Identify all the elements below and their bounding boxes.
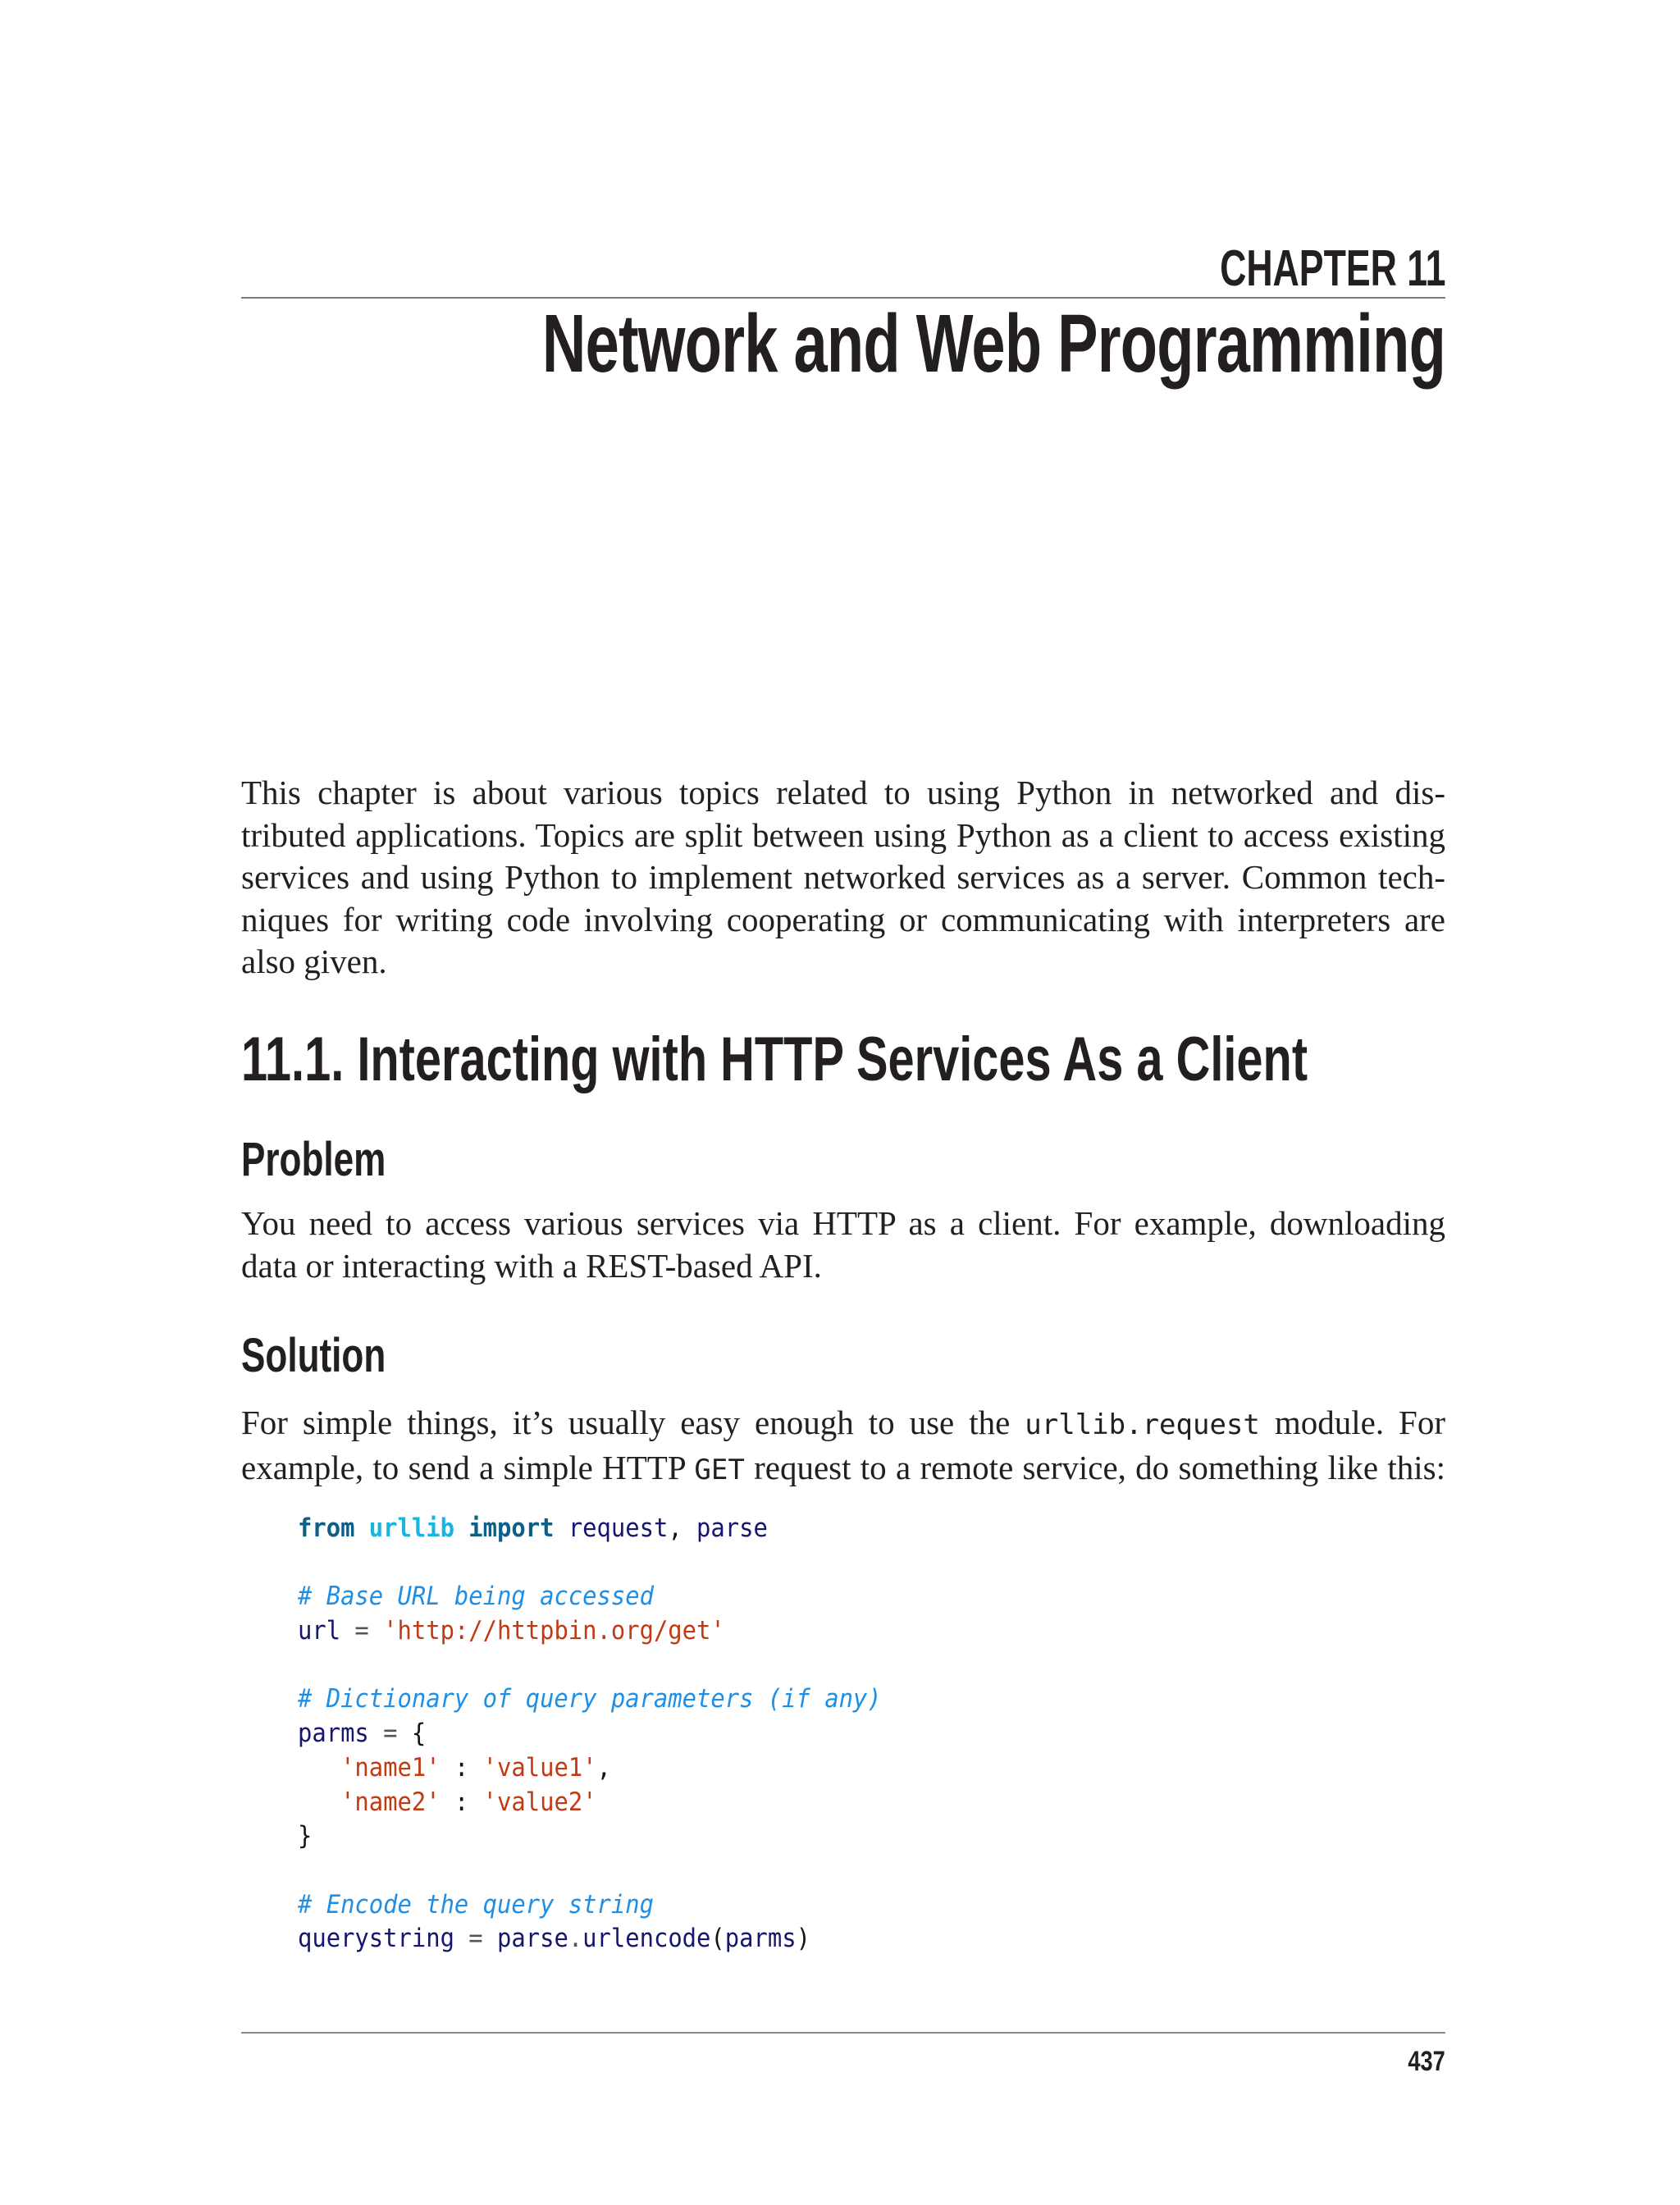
code-token: ( bbox=[710, 1924, 725, 1954]
code-token: ) bbox=[796, 1924, 810, 1954]
solution-paragraph bbox=[241, 1400, 1445, 1491]
problem-paragraph bbox=[241, 1203, 1445, 1287]
code-token: , bbox=[668, 1513, 697, 1543]
text-run: For simple things, it’s usually easy enough to use the bbox=[241, 1404, 1025, 1441]
code-token: url bbox=[298, 1616, 341, 1646]
code-line bbox=[298, 1614, 882, 1649]
code-line bbox=[298, 1819, 882, 1854]
text-line bbox=[241, 1445, 1445, 1491]
code-token: , bbox=[596, 1752, 611, 1783]
code-line bbox=[298, 1922, 882, 1956]
code-line bbox=[298, 1717, 882, 1751]
code-token: 'http://httpbin.org/get' bbox=[383, 1616, 725, 1646]
text-line: data or interacting with a REST-based API. bbox=[241, 1246, 822, 1285]
text-line: You need to access various services via HTTP as a client. For example, downloading bbox=[241, 1204, 1445, 1242]
code-token bbox=[298, 1753, 340, 1783]
code-token: from bbox=[298, 1513, 355, 1543]
code-token: request bbox=[568, 1513, 669, 1543]
code-line bbox=[298, 1682, 882, 1717]
code-token: urllib bbox=[368, 1513, 454, 1543]
code-token: querystring bbox=[298, 1924, 454, 1954]
problem-heading: Problem bbox=[241, 1133, 386, 1186]
code-token bbox=[354, 1513, 368, 1543]
code-token bbox=[454, 1513, 468, 1543]
code-token: : bbox=[440, 1752, 483, 1783]
code-token bbox=[554, 1513, 568, 1543]
code-token: # Base URL being accessed bbox=[298, 1582, 654, 1612]
text-run: module. For bbox=[1259, 1404, 1445, 1441]
intro-paragraph bbox=[241, 772, 1445, 984]
code-line bbox=[298, 1580, 882, 1614]
code-token: { bbox=[411, 1719, 427, 1749]
text-line: tributed applications. Topics are split between using Python as a client to access existing bbox=[241, 815, 1445, 854]
code-token: } bbox=[298, 1821, 313, 1851]
code-token: parms bbox=[724, 1924, 797, 1954]
code-token: parse bbox=[696, 1513, 768, 1543]
code-token: urlencode bbox=[582, 1924, 711, 1954]
code-token: . bbox=[568, 1924, 583, 1954]
solution-heading: Solution bbox=[241, 1329, 386, 1382]
code-line bbox=[298, 1751, 882, 1786]
code-line bbox=[298, 1854, 882, 1888]
text-line: This chapter is about various topics related to using Python in networked and dis- bbox=[241, 774, 1445, 811]
chapter-title: Network and Web Programming bbox=[541, 298, 1445, 390]
code-token: : bbox=[440, 1787, 483, 1817]
code-token: = bbox=[340, 1616, 384, 1646]
code-block bbox=[298, 1512, 882, 1956]
code-token: 'name2' bbox=[340, 1787, 441, 1817]
section-heading: 11.1. Interacting with HTTP Services As a Client bbox=[241, 1025, 1308, 1094]
text-line: niques for writing code involving cooperating or communicating with interpreters are bbox=[241, 900, 1445, 938]
code-token: 'value2' bbox=[482, 1787, 597, 1817]
code-token: = bbox=[368, 1719, 412, 1749]
code-token: # Encode the query string bbox=[298, 1889, 654, 1920]
text-line bbox=[241, 1400, 1445, 1445]
code-token: 'name1' bbox=[340, 1752, 441, 1783]
code-token bbox=[298, 1787, 340, 1817]
text-line: services and using Python to implement networked services as a server. Common tech- bbox=[241, 858, 1445, 897]
code-token: = bbox=[454, 1924, 498, 1954]
code-line bbox=[298, 1546, 882, 1581]
inline-code: GET bbox=[694, 1454, 745, 1486]
text-run: example, to send a simple HTTP bbox=[241, 1449, 695, 1486]
footer-divider bbox=[241, 2032, 1445, 2034]
code-token: import bbox=[468, 1513, 555, 1543]
inline-code: urllib.request bbox=[1025, 1408, 1260, 1441]
code-token: 'value1' bbox=[482, 1752, 597, 1783]
code-line bbox=[298, 1888, 882, 1923]
text-line: also given. bbox=[241, 943, 387, 981]
code-line bbox=[298, 1649, 882, 1683]
code-line bbox=[298, 1786, 882, 1820]
chapter-label: CHAPTER 11 bbox=[1219, 240, 1445, 297]
text-run: request to a remote service, do something like this: bbox=[744, 1449, 1445, 1486]
code-token: parms bbox=[298, 1719, 369, 1749]
page-number: 437 bbox=[1408, 2046, 1445, 2077]
code-token: # Dictionary of query parameters (if any) bbox=[298, 1684, 882, 1714]
code-token: parse bbox=[497, 1924, 568, 1954]
code-line bbox=[298, 1512, 882, 1546]
